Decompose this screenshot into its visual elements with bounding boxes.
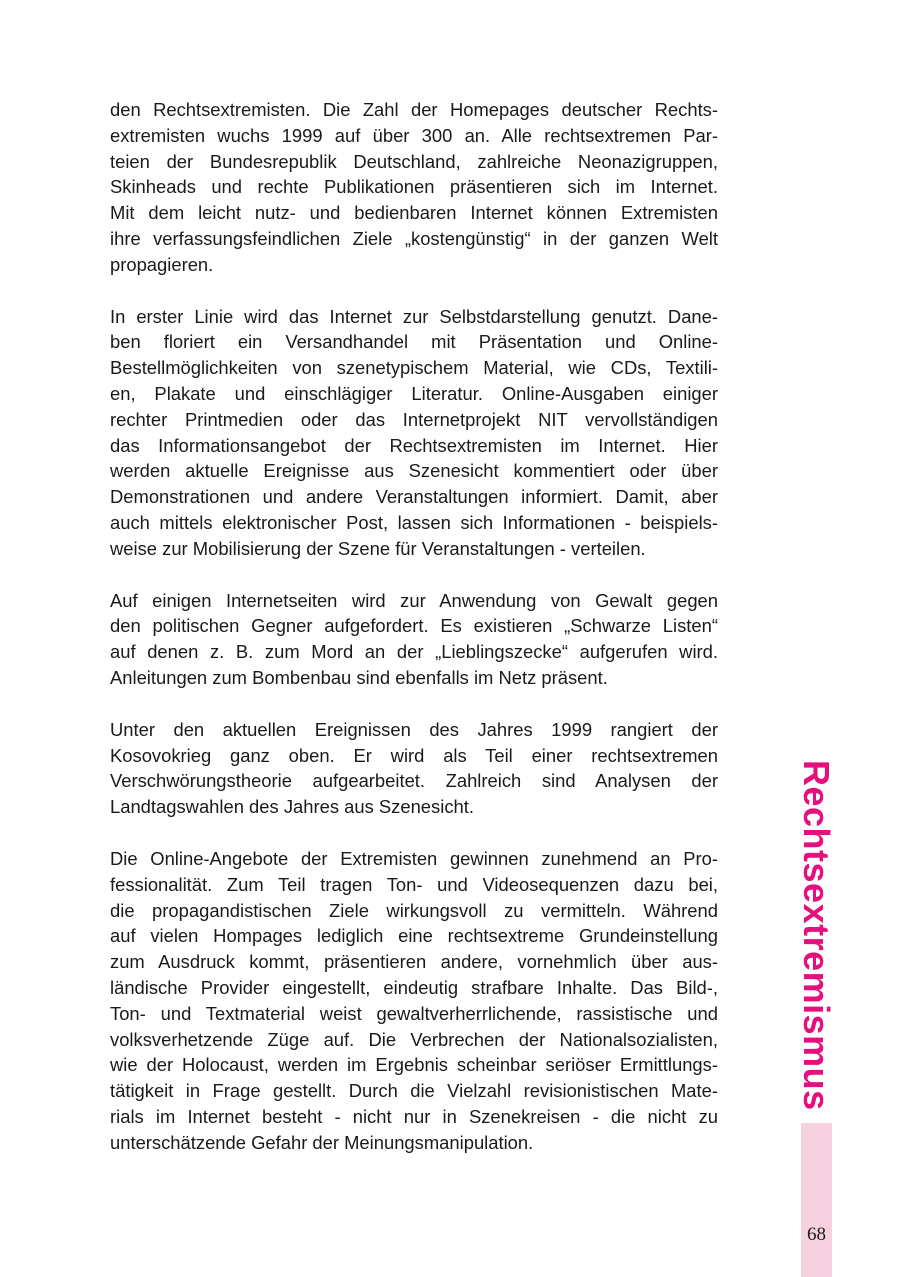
text-line: In erster Linie wird das Internet zur Selbstdarstellung genutzt. Dane- bbox=[110, 305, 718, 327]
text-line: den politischen Gegner aufgefordert. Es existieren „Schwarze Listen“ bbox=[110, 615, 718, 637]
paragraph bbox=[110, 717, 718, 820]
text-line: die propagandistischen Ziele wirkungsvoll zu vermitteln. Während bbox=[110, 899, 718, 921]
text-line: ländische Provider eingestellt, eindeutig strafbare Inhalte. Das Bild-, bbox=[110, 976, 718, 998]
text-line: Skinheads und rechte Publikationen präsentieren sich im Internet. bbox=[110, 176, 718, 198]
text-line: wie der Holocaust, werden im Ergebnis scheinbar seriöser Ermittlungs- bbox=[110, 1054, 718, 1076]
text-line: werden aktuelle Ereignisse aus Szenesicht kommentiert oder über bbox=[110, 460, 718, 482]
text-line: en, Plakate und einschlägiger Literatur. Online-Ausgaben einiger bbox=[110, 382, 718, 404]
text-line: Ton- und Textmaterial weist gewaltverherrlichende, rassistische und bbox=[110, 1002, 718, 1024]
text-line: ihre verfassungsfeindlichen Ziele „kostengünstig“ in der ganzen Welt bbox=[110, 227, 718, 249]
text-line: zum Ausdruck kommt, präsentieren andere, vornehmlich über aus- bbox=[110, 951, 718, 973]
text-line: extremisten wuchs 1999 auf über 300 an. Alle rechtsextremen Par- bbox=[110, 124, 718, 146]
text-line: Kosovokrieg ganz oben. Er wird als Teil einer rechtsextremen bbox=[110, 744, 718, 766]
page-number: 68 bbox=[807, 1224, 826, 1245]
body-text bbox=[110, 97, 718, 1181]
text-line: unterschätzende Gefahr der Meinungsmanipulation. bbox=[110, 1131, 534, 1153]
text-line: Mit dem leicht nutz- und bedienbaren Internet können Extremisten bbox=[110, 202, 718, 224]
text-line: Landtagswahlen des Jahres aus Szenesicht. bbox=[110, 796, 474, 818]
text-line: weise zur Mobilisierung der Szene für Veranstaltungen - verteilen. bbox=[110, 537, 646, 559]
text-line: fessionalität. Zum Teil tragen Ton- und Videosequenzen dazu bei, bbox=[110, 873, 718, 895]
page-tab-marker bbox=[801, 1123, 832, 1277]
paragraph bbox=[110, 304, 718, 562]
text-line: Auf einigen Internetseiten wird zur Anwendung von Gewalt gegen bbox=[110, 589, 718, 611]
text-line: Demonstrationen und andere Veranstaltungen informiert. Damit, aber bbox=[110, 486, 718, 508]
paragraph bbox=[110, 97, 718, 278]
text-line: auf denen z. B. zum Mord an der „Lieblingszecke“ aufgerufen wird. bbox=[110, 641, 718, 663]
text-line: den Rechtsextremisten. Die Zahl der Homepages deutscher Rechts- bbox=[110, 99, 718, 120]
text-line: Verschwörungstheorie aufgearbeitet. Zahlreich sind Analysen der bbox=[110, 770, 718, 792]
paragraph bbox=[110, 846, 718, 1156]
text-line: auf vielen Hompages lediglich eine rechtsextreme Grundeinstellung bbox=[110, 925, 718, 947]
text-line: Die Online-Angebote der Extremisten gewinnen zunehmend an Pro- bbox=[110, 847, 718, 869]
section-title-vertical: Rechtsextremismus bbox=[796, 760, 837, 1111]
text-line: Unter den aktuellen Ereignissen des Jahres 1999 rangiert der bbox=[110, 718, 718, 740]
text-line: rials im Internet besteht - nicht nur in Szenekreisen - die nicht zu bbox=[110, 1105, 718, 1127]
text-line: teien der Bundesrepublik Deutschland, zahlreiche Neonazigruppen, bbox=[110, 150, 718, 172]
text-line: rechter Printmedien oder das Internetprojekt NIT vervollständigen bbox=[110, 408, 718, 430]
text-line: auch mittels elektronischer Post, lassen sich Informationen - beispiels- bbox=[110, 511, 718, 533]
text-line: Bestellmöglichkeiten von szenetypischem Material, wie CDs, Textili- bbox=[110, 357, 718, 379]
text-line: volksverhetzende Züge auf. Die Verbrechen der Nationalsozialisten, bbox=[110, 1028, 718, 1050]
text-line: tätigkeit in Frage gestellt. Durch die Vielzahl revisionistischen Mate- bbox=[110, 1080, 718, 1102]
text-line: ben floriert ein Versandhandel mit Präsentation und Online- bbox=[110, 331, 718, 353]
paragraph bbox=[110, 588, 718, 691]
text-line: das Informationsangebot der Rechtsextremisten im Internet. Hier bbox=[110, 434, 718, 456]
text-line: Anleitungen zum Bombenbau sind ebenfalls im Netz präsent. bbox=[110, 666, 608, 688]
text-line: propagieren. bbox=[110, 253, 214, 275]
